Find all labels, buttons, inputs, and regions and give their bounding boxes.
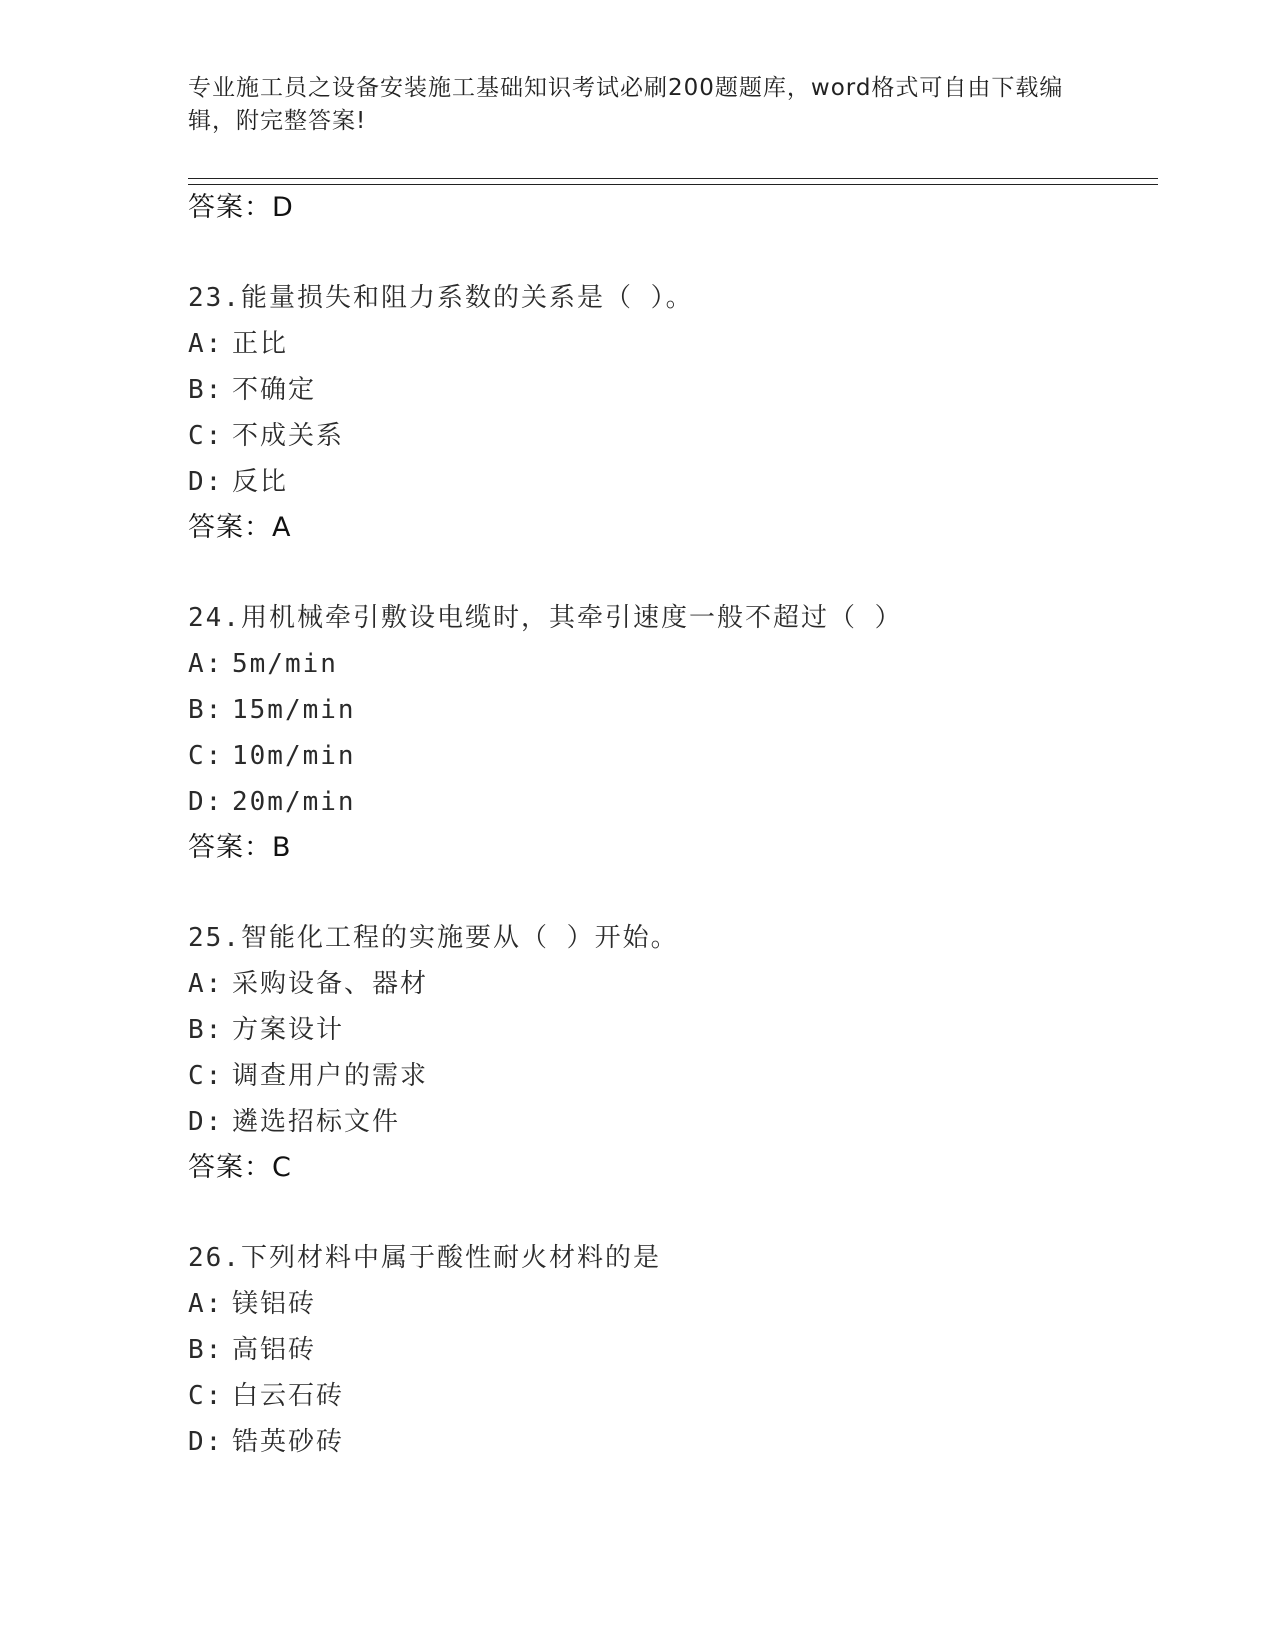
question-block [188,595,1158,871]
option-text: 方案设计 [232,1015,345,1045]
option-line [188,1007,1158,1053]
question-block [188,275,1158,551]
question-text: 23.能量损失和阻力系数的关系是（ ）。 [188,283,694,313]
option-letter: C: [188,1061,224,1091]
option-line [188,1099,1158,1145]
option-line [188,687,1158,733]
option-text: 遴选招标文件 [232,1107,401,1137]
option-text: 高铝砖 [232,1335,317,1365]
option-text: 镁铝砖 [232,1289,317,1319]
option-text: 正比 [232,329,289,359]
option-text: 反比 [232,467,289,497]
option-letter: A: [188,329,224,359]
answer-line: 答案：C [188,1152,292,1183]
question-block [188,1235,1158,1465]
document-header: 专业施工员之设备安装施工基础知识考试必刷200题题库，word格式可自由下载编辑，附完整答案! [188,75,1064,134]
answer-line: 答案：D [188,192,294,223]
option-line [188,961,1158,1007]
spacer [188,231,1158,275]
option-text: 10m/min [232,741,356,771]
spacer [188,1191,1158,1235]
answer-line: 答案：B [188,832,292,863]
option-line [188,1373,1158,1419]
question-text: 26.下列材料中属于酸性耐火材料的是 [188,1243,661,1273]
option-letter: C: [188,421,224,451]
spacer [188,871,1158,915]
option-line [188,367,1158,413]
option-letter: D: [188,1107,224,1137]
option-line [188,1281,1158,1327]
option-letter: A: [188,649,224,679]
option-text: 不确定 [232,375,317,405]
option-letter: D: [188,1427,224,1457]
option-letter: B: [188,1015,224,1045]
option-line [188,641,1158,687]
option-letter: B: [188,695,224,725]
option-text: 5m/min [232,649,338,679]
option-line [188,459,1158,505]
option-text: 锆英砂砖 [232,1427,345,1457]
option-text: 不成关系 [232,421,345,451]
option-letter: B: [188,1335,224,1365]
option-text: 20m/min [232,787,356,817]
option-letter: A: [188,1289,224,1319]
option-letter: C: [188,741,224,771]
question-block [188,915,1158,1191]
option-text: 调查用户的需求 [232,1061,429,1091]
option-line [188,733,1158,779]
question-text: 24.用机械牵引敷设电缆时，其牵引速度一般不超过（ ） [188,603,903,633]
option-line [188,1419,1158,1465]
document-body [188,185,1158,1465]
option-line [188,1053,1158,1099]
option-text: 15m/min [232,695,356,725]
header-divider [188,178,1158,185]
question-text: 25.智能化工程的实施要从（ ）开始。 [188,923,679,953]
option-line [188,321,1158,367]
option-line [188,779,1158,825]
option-text: 白云石砖 [232,1381,345,1411]
option-letter: D: [188,787,224,817]
spacer [188,551,1158,595]
option-text: 采购设备、器材 [232,969,429,999]
option-letter: C: [188,1381,224,1411]
option-line [188,413,1158,459]
option-line [188,1327,1158,1373]
option-letter: D: [188,467,224,497]
option-letter: A: [188,969,224,999]
option-letter: B: [188,375,224,405]
answer-line: 答案：A [188,512,292,543]
